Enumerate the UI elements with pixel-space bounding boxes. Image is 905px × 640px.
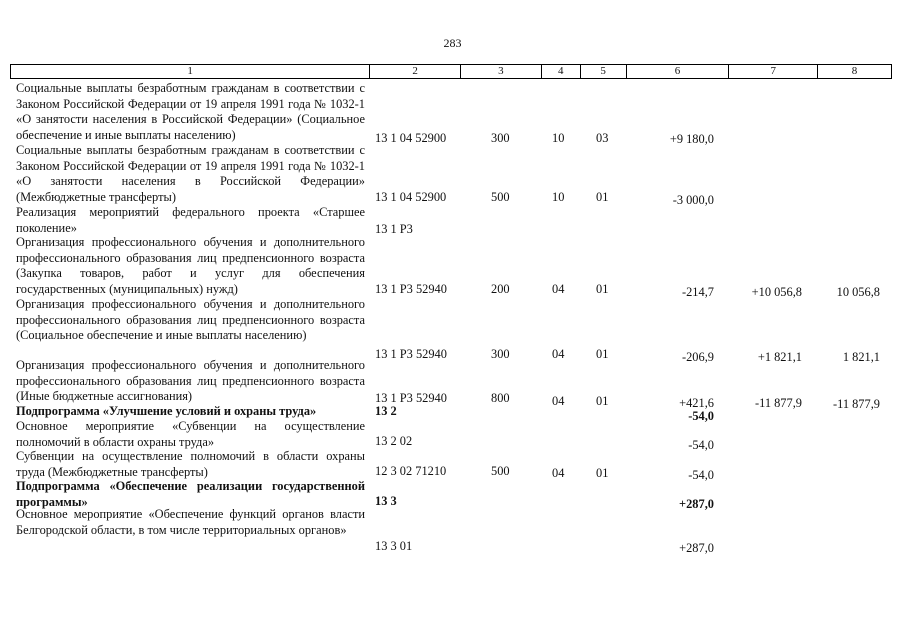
header-col-1: 1	[11, 65, 370, 78]
row-amount-2: +10 056,8	[751, 285, 802, 299]
row-amount: -54,0	[688, 409, 714, 423]
row-amount: +287,0	[679, 497, 714, 511]
row-name: Подпрограмма «Обеспечение реализации государственной программы»	[16, 479, 365, 509]
row-amount-3: 10 056,8	[836, 285, 880, 299]
row-amount: -3 000,0	[672, 193, 714, 207]
row-amount: +421,6	[679, 396, 714, 410]
row-expense-type: 800	[491, 391, 510, 405]
row-code: 13 1 P3 52940	[375, 347, 447, 361]
row-name: Организация профессионального обучения и дополнительного профессионального образования лиц предпенсионного возраста (Закупка товаров, работ и услуг для обеспечения государственных (муниципальных) нужд)	[16, 235, 365, 296]
row-name: Реализация мероприятий федерального проекта «Старшее поколение»	[16, 205, 365, 235]
row-name: Организация профессионального обучения и дополнительного профессионального образования лиц предпенсионного возраста (Социальное обеспечение и иные выплаты населению)	[16, 297, 365, 342]
row-code: 13 3	[375, 494, 397, 508]
row-section: 04	[552, 466, 565, 480]
row-name: Подпрограмма «Улучшение условий и охраны труда»	[16, 404, 317, 418]
row-name: Основное мероприятие «Субвенции на осуществление полномочий в области охраны труда»	[16, 419, 365, 449]
row-expense-type: 300	[491, 347, 510, 361]
header-col-8: 8	[851, 65, 858, 77]
row-amount-2: +1 821,1	[757, 350, 802, 364]
row-subsection: 01	[596, 347, 609, 361]
row-subsection: 01	[596, 282, 609, 296]
row-name: Основное мероприятие «Обеспечение функций органов власти Белгородской области, в том числе территориальных органов»	[16, 507, 365, 537]
row-code: 13 2 02	[375, 434, 413, 448]
table-header	[10, 64, 892, 79]
row-amount: +9 180,0	[669, 132, 714, 146]
row-amount-2: -11 877,9	[754, 396, 802, 410]
header-col-3: 3	[461, 65, 542, 78]
header-col-2: 2	[370, 65, 461, 78]
header-col-4: 4	[542, 65, 581, 78]
header-col-6: 6	[627, 65, 730, 78]
row-subsection: 01	[596, 190, 609, 204]
row-amount-3: -11 877,9	[832, 397, 880, 411]
row-code: 13 1 P3 52940	[375, 391, 447, 405]
header-col-5: 5	[581, 65, 627, 78]
row-name: Организация профессионального обучения и дополнительного профессионального образования лиц предпенсионного возраста (Иные бюджетные ассигнования)	[16, 358, 365, 403]
row-name: Социальные выплаты безработным гражданам в соответствии с Законом Российской Федерации от 19 апреля 1991 года № 1032-1 «О занятости населения в Российской Федерации» (Межбюджетные трансферты)	[16, 143, 365, 204]
row-amount: -214,7	[681, 285, 714, 299]
row-name: Субвенции на осуществление полномочий в области охраны труда (Межбюджетные трансферты)	[16, 449, 365, 479]
row-section: 10	[552, 190, 565, 204]
row-expense-type: 200	[491, 282, 510, 296]
row-amount: -206,9	[681, 350, 714, 364]
row-amount: -54,0	[688, 438, 714, 452]
row-code: 13 1 P3 52940	[375, 282, 447, 296]
row-code: 13 2	[375, 404, 397, 418]
row-subsection: 01	[596, 466, 609, 480]
row-code: 12 3 02 71210	[375, 464, 447, 478]
row-code: 13 1 04 52900	[375, 190, 447, 204]
row-section: 04	[552, 282, 565, 296]
row-code: 13 1 04 52900	[375, 131, 447, 145]
page-number: 283	[443, 36, 462, 50]
row-expense-type: 500	[491, 190, 510, 204]
row-expense-type: 500	[491, 464, 510, 478]
row-section: 10	[552, 131, 565, 145]
row-code: 13 1 P3	[375, 222, 413, 236]
row-amount: +287,0	[679, 541, 714, 555]
row-code: 13 3 01	[375, 539, 413, 553]
row-amount: -54,0	[688, 468, 714, 482]
row-expense-type: 300	[491, 131, 510, 145]
row-amount-3: 1 821,1	[842, 350, 880, 364]
row-subsection: 01	[596, 394, 609, 408]
header-col-7: 7	[729, 65, 818, 78]
row-section: 04	[552, 347, 565, 361]
row-name: Социальные выплаты безработным гражданам в соответствии с Законом Российской Федерации от 19 апреля 1991 года № 1032-1 «О занятости населения в Российской Федерации» (Социальное обеспечение и иные выплаты населению)	[16, 81, 365, 142]
row-subsection: 03	[596, 131, 609, 145]
row-section: 04	[552, 394, 565, 408]
